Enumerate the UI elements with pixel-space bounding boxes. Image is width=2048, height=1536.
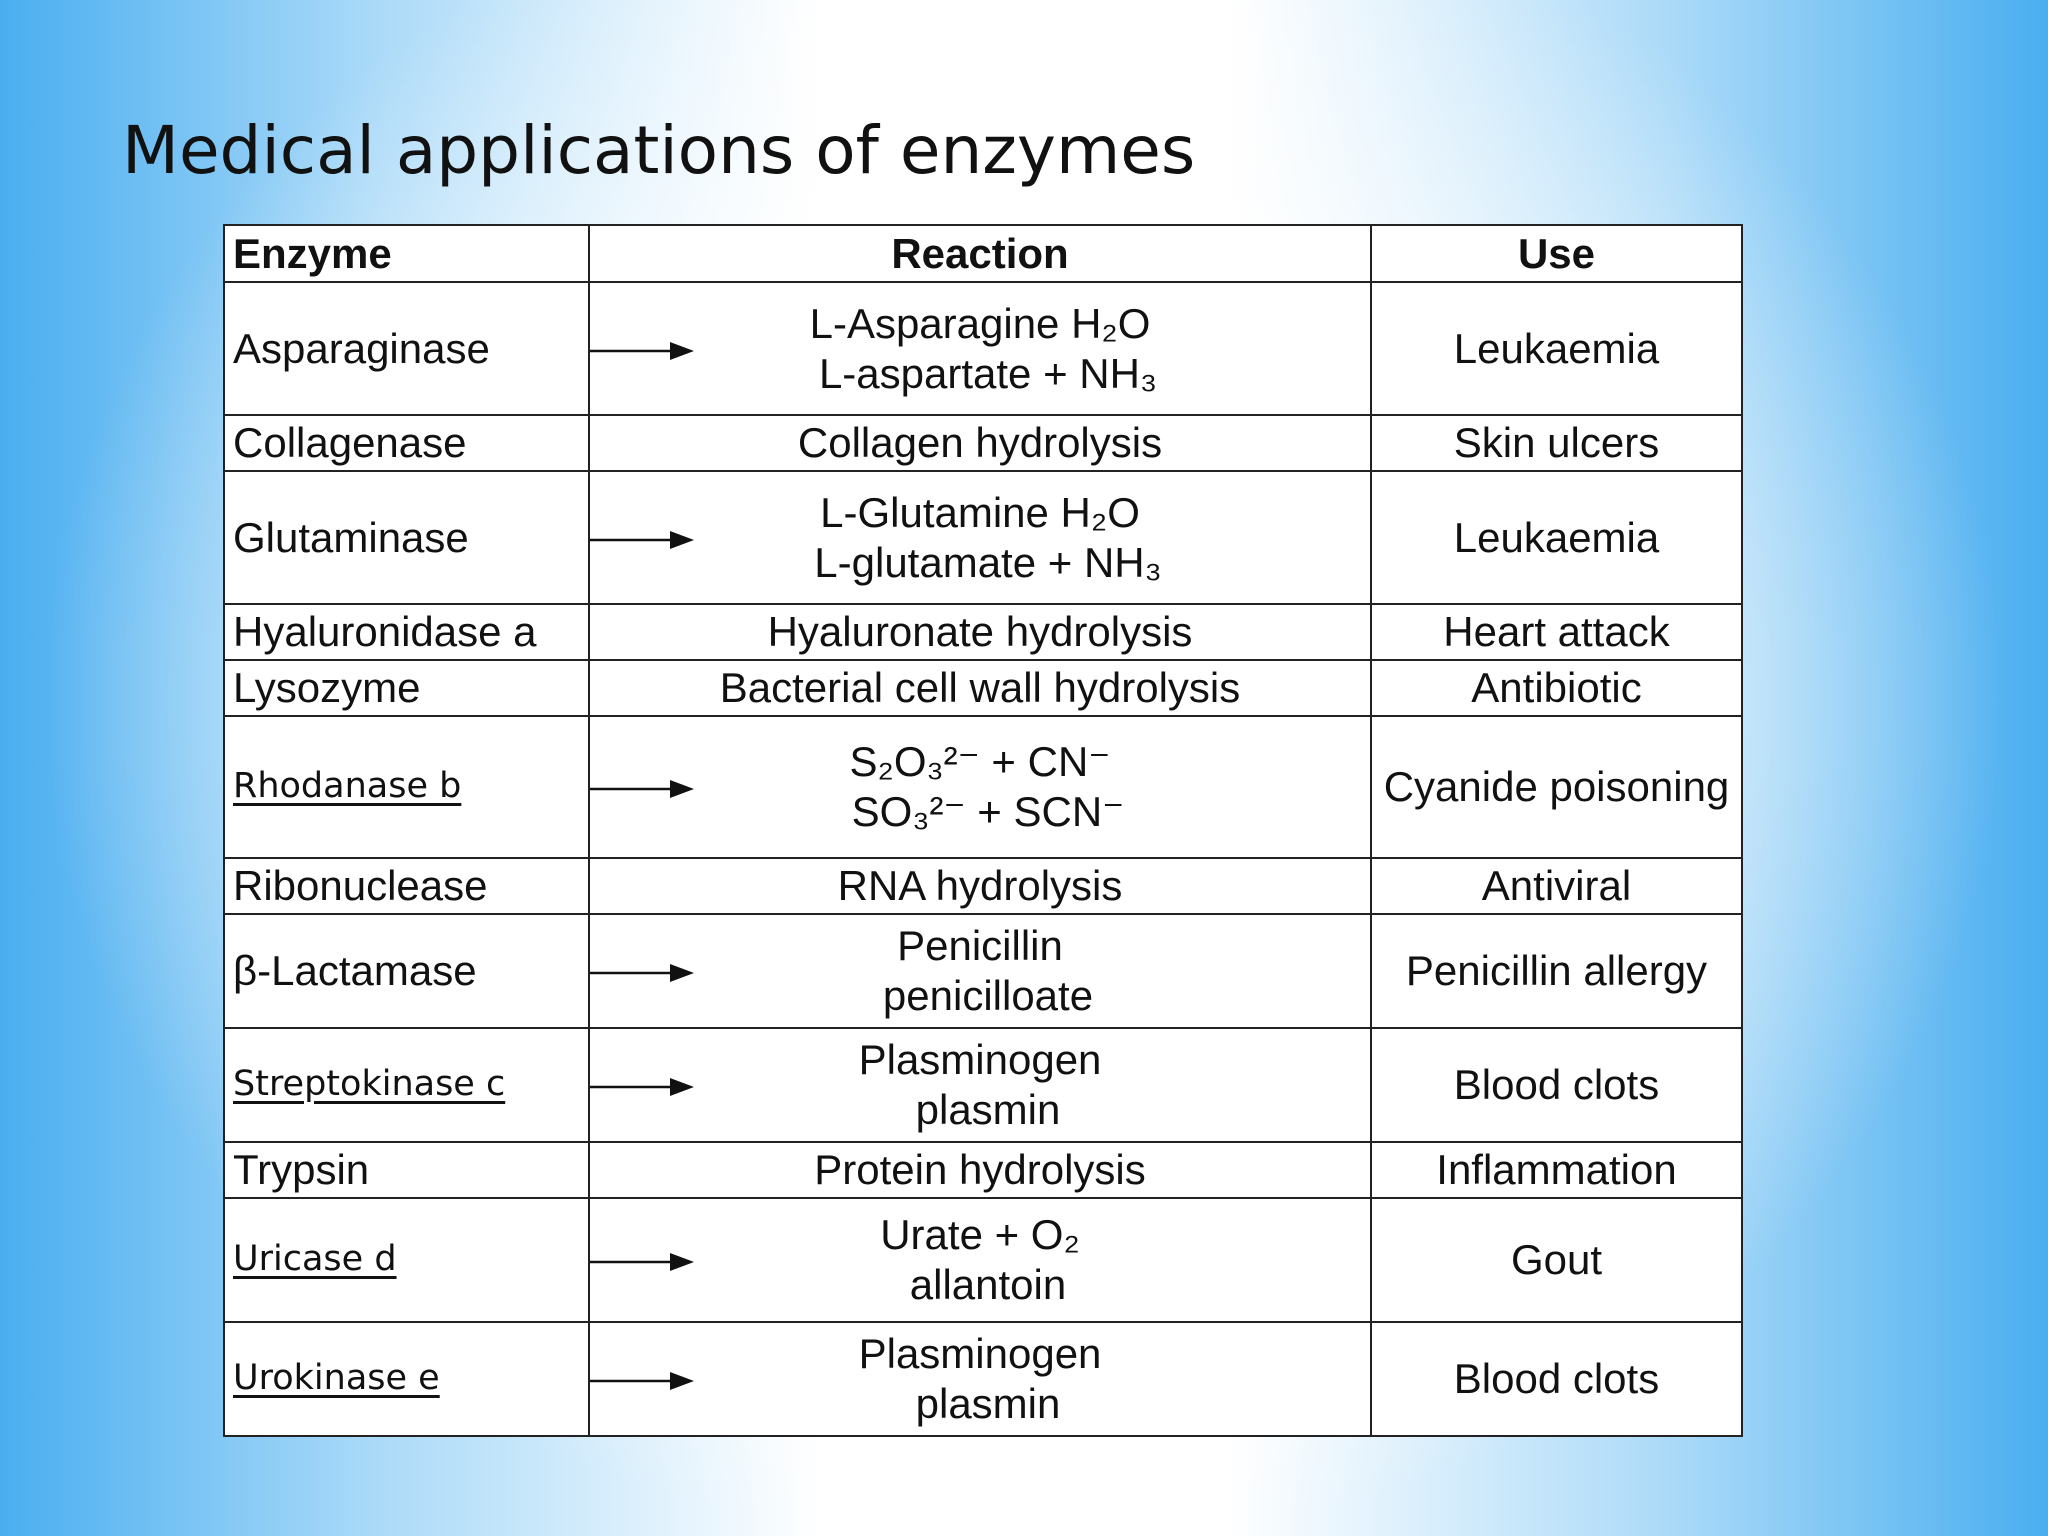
table-row (224, 282, 1742, 415)
use-cell: Leukaemia (1371, 471, 1742, 604)
reaction-substrate: S₂O₃²⁻ + CN⁻ (849, 738, 1111, 786)
enzyme-name: Ribonuclease (224, 858, 589, 914)
enzyme-name: Streptokinase c (224, 1028, 589, 1142)
reaction-cell: RNA hydrolysis (589, 858, 1371, 914)
enzyme-name: Uricase d (224, 1198, 589, 1322)
table-row (224, 716, 1742, 858)
arrow-right-icon (590, 1248, 700, 1276)
table-row (224, 604, 1742, 660)
reaction-cell (589, 282, 1371, 415)
enzyme-name: Lysozyme (224, 660, 589, 716)
reaction-cell: Protein hydrolysis (589, 1142, 1371, 1198)
use-cell: Penicillin allergy (1371, 914, 1742, 1028)
use-cell: Heart attack (1371, 604, 1742, 660)
use-cell: Antibiotic (1371, 660, 1742, 716)
reaction-cell (589, 471, 1371, 604)
enzyme-name: Glutaminase (224, 471, 589, 604)
reaction-product: L-aspartate + NH₃ (818, 349, 1158, 397)
reaction-cell (589, 1322, 1371, 1436)
use-cell: Blood clots (1371, 1322, 1742, 1436)
slide-title: Medical applications of enzymes (122, 112, 1196, 189)
reaction-cell (589, 914, 1371, 1028)
reaction-substrate: Plasminogen (858, 1330, 1102, 1378)
arrow-right-icon (590, 1073, 700, 1101)
reaction-cell (589, 1198, 1371, 1322)
arrow-right-icon (590, 775, 700, 803)
table-row (224, 1142, 1742, 1198)
table-row (224, 1322, 1742, 1436)
enzyme-table (223, 224, 1743, 1437)
reaction-product: penicilloate (882, 972, 1094, 1019)
arrow-right-icon (590, 526, 700, 554)
column-header-reaction: Reaction (589, 225, 1371, 282)
enzyme-name: Collagenase (224, 415, 589, 471)
reaction-cell (589, 716, 1371, 858)
reaction-product: SO₃²⁻ + SCN⁻ (851, 788, 1125, 835)
enzyme-name: Asparaginase (224, 282, 589, 415)
enzyme-name: Urokinase e (224, 1322, 589, 1436)
table-row (224, 914, 1742, 1028)
reaction-cell (589, 1028, 1371, 1142)
use-cell: Cyanide poisoning (1371, 716, 1742, 858)
reaction-product: L-glutamate + NH₃ (814, 538, 1162, 586)
reaction-substrate: L-Asparagine H₂O (809, 299, 1151, 347)
column-header-use: Use (1371, 225, 1742, 282)
use-cell: Inflammation (1371, 1142, 1742, 1198)
table-row (224, 858, 1742, 914)
enzyme-name: Trypsin (224, 1142, 589, 1198)
use-cell: Gout (1371, 1198, 1742, 1322)
table-row (224, 1198, 1742, 1322)
reaction-substrate: Urate + O₂ (880, 1211, 1080, 1259)
arrow-right-icon (590, 337, 700, 365)
table-row (224, 660, 1742, 716)
use-cell: Antiviral (1371, 858, 1742, 914)
use-cell: Skin ulcers (1371, 415, 1742, 471)
enzyme-name: Rhodanase b (224, 716, 589, 858)
enzyme-name: β-Lactamase (224, 914, 589, 1028)
column-header-enzyme: Enzyme (224, 225, 589, 282)
enzyme-name: Hyaluronidase a (224, 604, 589, 660)
reaction-product: allantoin (909, 1261, 1067, 1308)
table-row (224, 471, 1742, 604)
reaction-cell: Hyaluronate hydrolysis (589, 604, 1371, 660)
reaction-product: plasmin (915, 1086, 1061, 1133)
table-row (224, 1028, 1742, 1142)
reaction-substrate: L-Glutamine H₂O (820, 488, 1140, 536)
use-cell: Blood clots (1371, 1028, 1742, 1142)
arrow-right-icon (590, 959, 700, 987)
use-cell: Leukaemia (1371, 282, 1742, 415)
reaction-product: plasmin (915, 1380, 1061, 1427)
table-row (224, 415, 1742, 471)
reaction-cell: Bacterial cell wall hydrolysis (589, 660, 1371, 716)
reaction-cell: Collagen hydrolysis (589, 415, 1371, 471)
table-header-row (224, 225, 1742, 282)
reaction-substrate: Plasminogen (858, 1036, 1102, 1084)
reaction-substrate: Penicillin (897, 922, 1063, 970)
arrow-right-icon (590, 1367, 700, 1395)
